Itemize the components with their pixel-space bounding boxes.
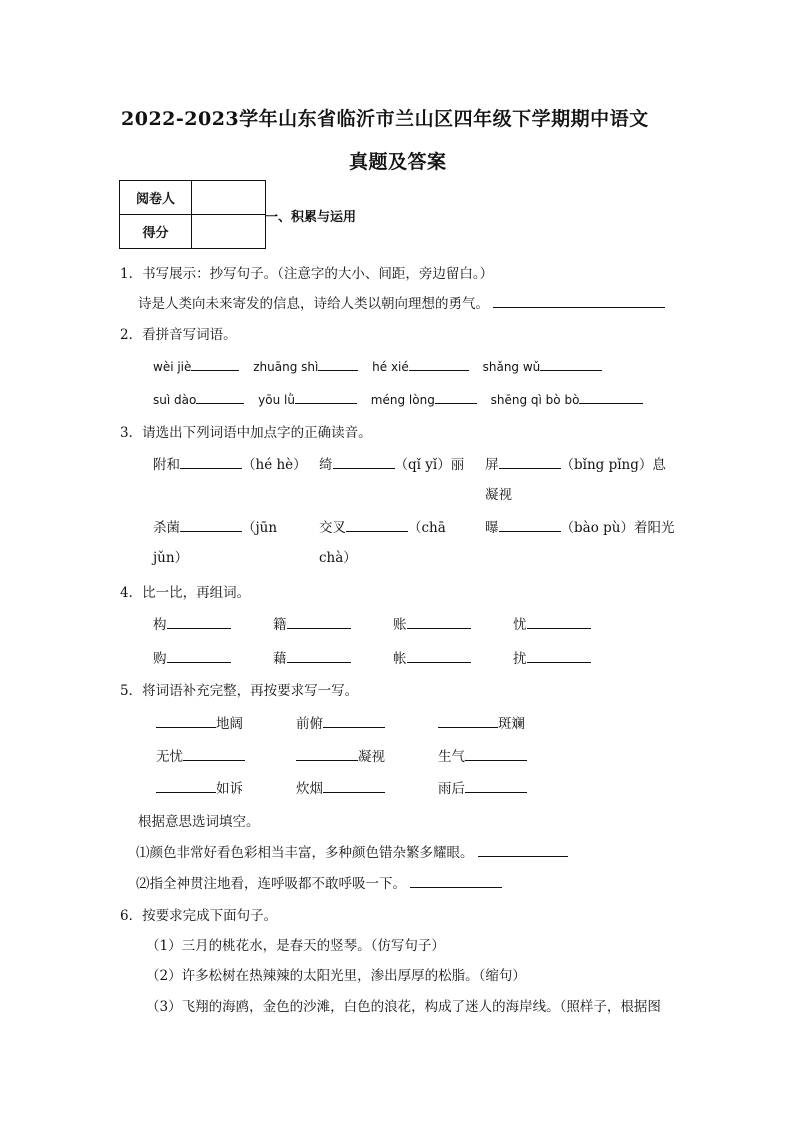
q4-blank[interactable] xyxy=(407,615,471,629)
q3-blank[interactable] xyxy=(499,455,561,469)
q5-word: 炊烟 xyxy=(296,781,323,797)
q4-char: 藉 xyxy=(273,651,287,667)
q5-blank[interactable] xyxy=(156,714,216,728)
q6-sentence-3: （3）飞翔的海鸥，金色的沙滩，白色的浪花，构成了迷人的海岸线。（照样子，根据图 xyxy=(146,999,661,1015)
q3-item-f xyxy=(485,516,674,536)
pinyin-item: wèi jiè xyxy=(153,360,192,374)
q5-item-6 xyxy=(438,745,527,765)
q3-word: 交叉 xyxy=(319,520,346,536)
q3-item-d xyxy=(153,516,277,536)
q3-word: 曝 xyxy=(485,520,499,536)
q4-blank[interactable] xyxy=(287,615,351,629)
q6-sentence-2: （2）许多松树在热辣辣的太阳光里，渗出厚厚的松脂。（缩句） xyxy=(146,968,526,984)
pinyin-item: hé xié xyxy=(372,360,409,374)
q4-row2-4 xyxy=(513,647,591,667)
doc-title-line1: 2022-2023学年山东省临沂市兰山区四年级下学期期中语文 xyxy=(121,108,649,130)
q5-item-7 xyxy=(156,777,243,797)
q5-sentence-text: ⑵指全神贯注地看，连呼吸都不敢呼吸一下。 xyxy=(136,876,406,892)
q5-blank[interactable] xyxy=(156,779,216,793)
q5-item-3 xyxy=(438,712,525,732)
q3-item-e xyxy=(319,516,446,536)
q5-blank[interactable] xyxy=(323,714,385,728)
q3-item-d-wrap: jǔn） xyxy=(153,550,189,566)
q5-word: 斑斓 xyxy=(498,716,525,732)
q1-answer-blank[interactable] xyxy=(493,294,665,308)
q5-item-8 xyxy=(296,777,385,797)
q4-blank[interactable] xyxy=(167,615,231,629)
section-heading: 一、积累与运用 xyxy=(265,210,357,225)
q5-item-1 xyxy=(156,712,243,732)
pinyin-blank[interactable] xyxy=(196,390,244,404)
q3-prompt: 3．请选出下列词语中加点字的正确读音。 xyxy=(120,425,372,441)
q3-options: （qǐ yǐ）丽 xyxy=(394,457,465,473)
q5-word: 无忧 xyxy=(156,749,183,765)
q5-blank[interactable] xyxy=(296,747,358,761)
q3-word: 附和 xyxy=(153,457,180,473)
q5-sentence-1 xyxy=(136,841,568,861)
q4-row1-2 xyxy=(273,613,351,633)
q3-item-a xyxy=(153,453,307,473)
pinyin-blank[interactable] xyxy=(435,390,477,404)
q5-blank[interactable] xyxy=(183,747,245,761)
pinyin-blank[interactable] xyxy=(191,357,239,371)
q5-item-5 xyxy=(296,745,385,765)
q5-word: 如诉 xyxy=(216,781,243,797)
reviewer-label: 阅卷人 xyxy=(120,181,192,215)
q2-row2 xyxy=(153,390,643,407)
q5-word: 凝视 xyxy=(358,749,385,765)
q4-char: 扰 xyxy=(513,651,527,667)
q4-blank[interactable] xyxy=(167,649,231,663)
doc-title-line2: 真题及答案 xyxy=(349,151,447,173)
q3-item-c xyxy=(485,453,666,473)
q4-blank[interactable] xyxy=(407,649,471,663)
q5-sentence-2 xyxy=(136,872,502,892)
q5-blank[interactable] xyxy=(465,747,527,761)
q5-word: 前俯 xyxy=(296,716,323,732)
q5-word: 生气 xyxy=(438,749,465,765)
q4-char: 构 xyxy=(153,617,167,633)
q4-row2-2 xyxy=(273,647,351,667)
q3-blank[interactable] xyxy=(333,455,395,469)
q4-blank[interactable] xyxy=(527,649,591,663)
q5-sentence-text: ⑴颜色非常好看色彩相当丰富，多种颜色错杂繁多耀眼。 xyxy=(136,845,474,861)
q5-blank[interactable] xyxy=(410,874,502,888)
q4-blank[interactable] xyxy=(527,615,591,629)
q3-options: （hé hè） xyxy=(242,457,307,473)
q4-char: 账 xyxy=(393,617,407,633)
q3-word: 绮 xyxy=(319,457,333,473)
q3-word: 杀菌 xyxy=(153,520,180,536)
q3-options: （chā xyxy=(408,520,446,536)
q4-row1-3 xyxy=(393,613,471,633)
q1-sentence: 诗是人类向未来寄发的信息，诗给人类以朝向理想的勇气。 xyxy=(138,296,489,312)
q3-blank[interactable] xyxy=(499,518,561,532)
q5-word: 雨后 xyxy=(438,781,465,797)
q4-char: 购 xyxy=(153,651,167,667)
q5-item-2 xyxy=(296,712,385,732)
q3-item-e-wrap: chà） xyxy=(319,550,357,566)
q4-row2-1 xyxy=(153,647,231,667)
pinyin-item: shēng qì bò bò xyxy=(490,393,580,407)
q5-subprompt: 根据意思选词填空。 xyxy=(138,814,260,830)
q3-options: （bào pù）着阳光 xyxy=(560,520,675,536)
q4-char: 籍 xyxy=(273,617,287,633)
q2-row1 xyxy=(153,357,602,374)
q3-blank[interactable] xyxy=(180,455,242,469)
q5-item-4 xyxy=(156,745,245,765)
pinyin-blank[interactable] xyxy=(409,357,469,371)
score-table xyxy=(119,180,266,249)
q3-blank[interactable] xyxy=(346,518,408,532)
q3-item-b xyxy=(319,453,464,473)
q2-prompt: 2．看拼音写词语。 xyxy=(120,327,237,343)
pinyin-blank[interactable] xyxy=(579,390,643,404)
q6-sentence-1: （1）三月的桃花水，是春天的竖琴。（仿写句子） xyxy=(146,938,445,954)
pinyin-item: méng lòng xyxy=(370,393,435,407)
q5-blank[interactable] xyxy=(465,779,527,793)
q1-sentence-line xyxy=(138,292,665,312)
pinyin-blank[interactable] xyxy=(318,357,358,371)
pinyin-item: suì dào xyxy=(153,393,197,407)
q5-blank[interactable] xyxy=(438,714,498,728)
pinyin-blank[interactable] xyxy=(295,390,357,404)
q5-blank[interactable] xyxy=(478,843,568,857)
score-cell xyxy=(192,215,266,249)
q4-char: 忧 xyxy=(513,617,527,633)
pinyin-item: shǎng wǔ xyxy=(482,360,541,374)
q5-prompt: 5．将词语补充完整，再按要求写一写。 xyxy=(120,683,359,699)
q4-prompt: 4．比一比，再组词。 xyxy=(120,585,251,601)
q3-blank[interactable] xyxy=(180,518,242,532)
reviewer-cell xyxy=(192,181,266,215)
q4-row1-4 xyxy=(513,613,591,633)
q5-item-9 xyxy=(438,777,527,797)
q3-word: 屏 xyxy=(485,457,499,473)
pinyin-blank[interactable] xyxy=(540,357,602,371)
q3-options: （bǐng pǐng）息 xyxy=(560,457,666,473)
pinyin-item: zhuāng shì xyxy=(253,360,319,374)
q1-prompt: 1．书写展示：抄写句子。（注意字的大小、间距，旁边留白。） xyxy=(120,266,494,282)
q4-row2-3 xyxy=(393,647,471,667)
q5-blank[interactable] xyxy=(323,779,385,793)
q3-options: （jūn xyxy=(242,520,278,536)
q5-word: 地阔 xyxy=(216,716,243,732)
pinyin-item: yōu lǜ xyxy=(258,393,295,407)
q4-blank[interactable] xyxy=(287,649,351,663)
q3-item-c-wrap: 凝视 xyxy=(485,487,512,503)
q6-prompt: 6．按要求完成下面句子。 xyxy=(120,908,278,924)
score-label: 得分 xyxy=(120,215,192,249)
q4-char: 帐 xyxy=(393,651,407,667)
q4-row1-1 xyxy=(153,613,231,633)
